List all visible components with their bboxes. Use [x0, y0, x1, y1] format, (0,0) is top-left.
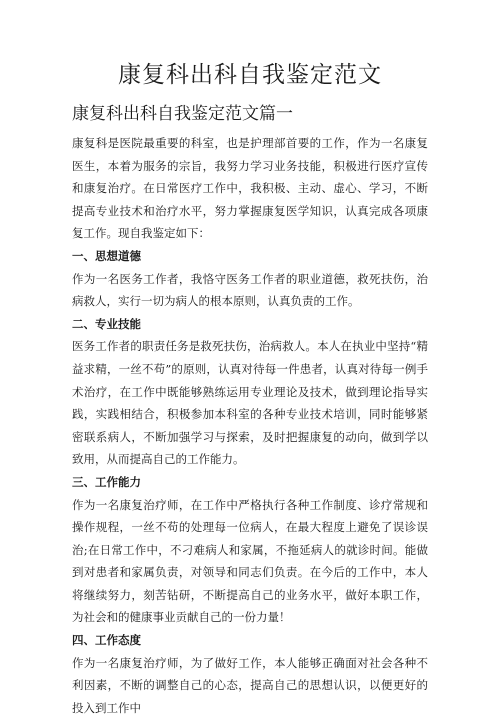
section-text-attitude: 作为一名康复治疗师，为了做好工作，本人能够正确面对社会各种不利因素，不断的调整自己的心态，提高自己的思想认识，以便更好的投入到工作中 [72, 655, 428, 715]
section-heading-ethics: 一、思想道德 [72, 248, 141, 263]
section-text-ability: 作为一名康复治疗师，在工作中严格执行各种工作制度、诊疗常规和操作规程，一丝不苟的处理每一位病人，在最大程度上避免了误诊误治;在日常工作中，不刁难病人和家属，不拖延病人的就诊时间。能做到对患者和家属负责，对领导和同志们负责。在今后的工作中，本人将继续努力，刻苦钻研，不断提高自己的业务水平，做好本职工作，为社会和的健康事业贡献自己的一份力量！ [72, 497, 428, 625]
document-title: 康复科出科自我鉴定范文 [118, 62, 382, 88]
section-text-skills: 医务工作者的职责任务是救死扶伤，治病救人。本人在执业中坚持“精益求精，一丝不苟”的原则，认真对待每一件患者，认真对待每一例手术治疗，在工作中既能够熟练运用专业理论及技术，做到理论指导实践，实践相结合，积极参加本科室的各种专业技术培训，同时能够紧密联系病人，不断加强学习与探索，及时把握康复的动向，做到学以致用，从而提高自己的工作能力。 [72, 339, 428, 467]
section-heading-ability: 三、工作能力 [72, 474, 141, 489]
section-text-ethics: 作为一名医务工作者，我恪守医务工作者的职业道德，救死扶伤，治病救人，实行一切为病人的根本原则，认真负责的工作。 [72, 271, 428, 309]
section-heading-attitude: 四、工作态度 [72, 633, 141, 648]
intro-paragraph: 康复科是医院最重要的科室，也是护理部首要的工作，作为一名康复医生，本着为服务的宗旨，我努力学习业务技能，积极进行医疗宣传和康复治疗。在日常医疗工作中，我积极、主动、虚心、学习，不断提高专业技术和治疗水平，努力掌握康复医学知识，认真完成各项康复工作。现自我鉴定如下： [72, 136, 428, 241]
section-heading-skills: 二、专业技能 [72, 316, 141, 331]
document-subtitle: 康复科出科自我鉴定范文篇一 [72, 104, 293, 124]
